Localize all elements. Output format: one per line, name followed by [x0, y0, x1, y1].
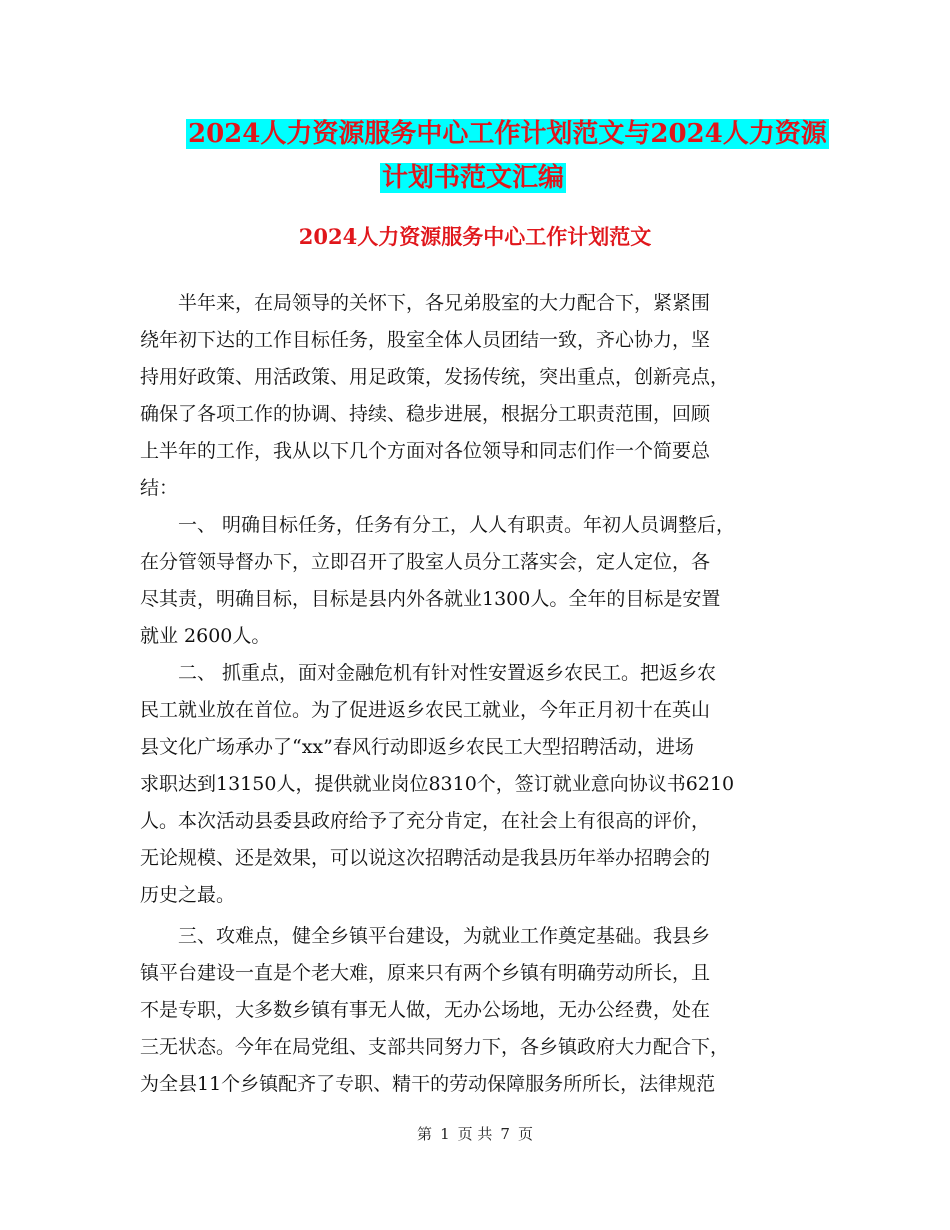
paragraph-line: 求职达到13150人，提供就业岗位8310个，签订就业意向协议书6210 [140, 773, 735, 795]
footer-total-pages: 7 [500, 1125, 510, 1143]
document-title [0, 112, 950, 200]
paragraph-line: 三、攻难点，健全乡镇平台建设，为就业工作奠定基础。我县乡 [140, 925, 711, 947]
footer-page-number: 1 [440, 1125, 450, 1143]
paragraph-line: 尽其责，明确目标，目标是县内外各就业1300人。全年的目标是安置 [140, 588, 721, 610]
title-line-2-text: 计划书范文汇编 [382, 163, 565, 193]
paragraph-line: 人。本次活动县委县政府给予了充分肯定，在社会上有很高的评价， [140, 810, 711, 832]
paragraph-line: 县文化广场承办了“xx”春风行动即返乡农民工大型招聘活动，进场 [140, 736, 694, 758]
paragraph-line: 半年来，在局领导的关怀下，各兄弟股室的大力配合下，紧紧围 [140, 292, 711, 314]
paragraph-line: 三无状态。今年在局党组、支部共同努力下，各乡镇政府大力配合下， [140, 1036, 730, 1058]
paragraph-line: 就业 2600人。 [140, 625, 271, 647]
paragraph-line: 民工就业放在首位。为了促进返乡农民工就业，今年正月初十在英山 [140, 699, 711, 721]
title-line-1 [0, 112, 950, 156]
section-heading: 2024人力资源服务中心工作计划范文 [298, 224, 652, 249]
body-text [140, 285, 820, 1103]
paragraph-line: 在分管领导督办下，立即召开了股室人员分工落实会，定人定位，各 [140, 551, 711, 573]
footer-middle: 页 共 [457, 1125, 493, 1143]
footer-suffix: 页 [517, 1125, 533, 1143]
paragraph-line: 结： [140, 477, 179, 499]
paragraph-line: 一、 明确目标任务，任务有分工，人人有职责。年初人员调整后， [140, 514, 736, 536]
paragraph-line: 二、 抓重点，面对金融危机有针对性安置返乡农民工。把返乡农 [140, 662, 717, 684]
paragraph-line: 确保了各项工作的协调、持续、稳步进展，根据分工职责范围，回顾 [140, 403, 711, 425]
paragraph-line: 上半年的工作，我从以下几个方面对各位领导和同志们作一个简要总 [140, 440, 711, 462]
paragraph-line: 绕年初下达的工作目标任务，股室全体人员团结一致，齐心协力，坚 [140, 329, 711, 351]
footer-prefix: 第 [417, 1125, 433, 1143]
paragraph-line: 历史之最。 [140, 884, 236, 906]
paragraph-line: 镇平台建设一直是个老大难，原来只有两个乡镇有明确劳动所长，且 [140, 962, 711, 984]
paragraph-line: 为全县11个乡镇配齐了专职、精干的劳动保障服务所所长，法律规范 [140, 1073, 716, 1095]
paragraph-line: 不是专职，大多数乡镇有事无人做，无办公场地，无办公经费，处在 [140, 999, 711, 1021]
page-footer [0, 1123, 950, 1144]
title-line-2 [0, 156, 950, 200]
paragraph-line: 持用好政策、用活政策、用足政策，发扬传统，突出重点，创新亮点， [140, 366, 730, 388]
title-line-1-text: 2024人力资源服务中心工作计划范文与2024人力资源 [188, 119, 827, 149]
paragraph-line: 无论规模、还是效果，可以说这次招聘活动是我县历年举办招聘会的 [140, 847, 711, 869]
